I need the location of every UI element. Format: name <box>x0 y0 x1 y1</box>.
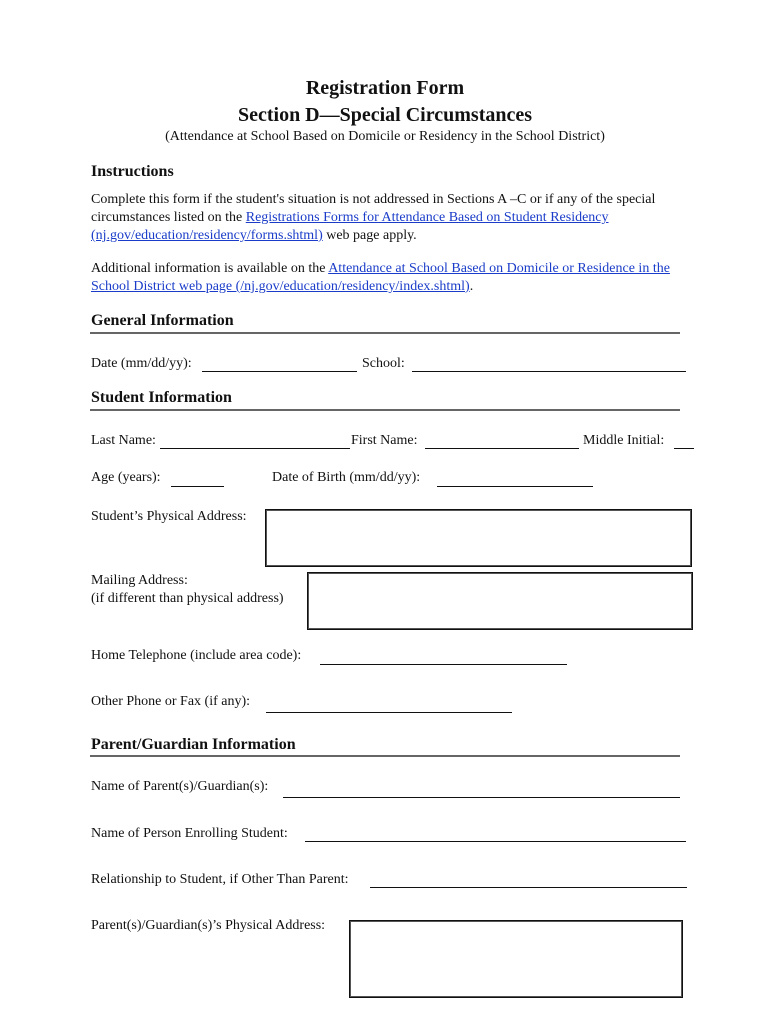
school-label: School: <box>362 356 405 371</box>
parent-name-field[interactable] <box>283 797 680 798</box>
home-phone-label: Home Telephone (include area code): <box>91 648 302 663</box>
dob-field[interactable] <box>437 486 593 487</box>
relationship-field[interactable] <box>370 887 687 888</box>
dob-label: Date of Birth (mm/dd/yy): <box>272 470 421 485</box>
instructions-heading: Instructions <box>91 163 174 180</box>
middle-initial-field[interactable] <box>674 448 694 449</box>
instructions-text: Additional information is available on the <box>91 261 329 276</box>
age-label: Age (years): <box>91 470 161 485</box>
general-info-heading: General Information <box>91 312 234 329</box>
last-name-label: Last Name: <box>91 433 156 448</box>
enrolling-person-label: Name of Person Enrolling Student: <box>91 826 288 841</box>
date-field[interactable] <box>202 371 357 372</box>
other-phone-label: Other Phone or Fax (if any): <box>91 694 251 709</box>
parent-address-box[interactable] <box>349 920 683 998</box>
section-divider <box>90 409 680 411</box>
section-divider <box>90 332 680 334</box>
section-title: Section D—Special Circumstances <box>237 104 533 126</box>
date-label: Date (mm/dd/yy): <box>91 356 192 371</box>
section-divider <box>90 755 680 757</box>
home-phone-field[interactable] <box>320 664 567 665</box>
mailing-address-label: Mailing Address: <box>91 573 188 588</box>
mailing-address-box[interactable] <box>307 572 693 630</box>
mailing-address-note: (if different than physical address) <box>91 591 284 606</box>
instructions-text: . <box>469 279 474 294</box>
first-name-field[interactable] <box>425 448 579 449</box>
form-title: Registration Form <box>305 77 465 99</box>
other-phone-field[interactable] <box>266 712 512 713</box>
school-field[interactable] <box>412 371 686 372</box>
instructions-paragraph-1 <box>91 191 681 245</box>
relationship-label: Relationship to Student, if Other Than Parent: <box>91 872 349 887</box>
instructions-text: web page apply. <box>322 228 417 243</box>
parent-name-label: Name of Parent(s)/Guardian(s): <box>91 779 269 794</box>
middle-initial-label: Middle Initial: <box>583 433 665 448</box>
instructions-text: Complete this form if the student's situation is not addressed in Sections A –C or if any of the special circumstances listed on the <box>91 192 656 225</box>
instructions-paragraph-2 <box>91 260 691 296</box>
last-name-field[interactable] <box>160 448 350 449</box>
first-name-label: First Name: <box>351 433 418 448</box>
parent-info-heading: Parent/Guardian Information <box>91 736 296 753</box>
form-subtitle: (Attendance at School Based on Domicile or Residency in the School District) <box>165 129 605 144</box>
physical-address-box[interactable] <box>265 509 692 567</box>
forms-page-link[interactable]: Registrations Forms for Attendance Based on Student Residency (nj.gov/education/residency/forms.shtml) <box>91 210 609 243</box>
parent-address-label: Parent(s)/Guardian(s)’s Physical Address: <box>91 918 326 933</box>
enrolling-person-field[interactable] <box>305 841 686 842</box>
physical-address-label: Student’s Physical Address: <box>91 509 247 524</box>
residency-page-link[interactable]: Attendance at School Based on Domicile or Residence in the School District web page (/nj.gov/education/residency/index.shtml) <box>91 261 670 294</box>
age-field[interactable] <box>171 486 224 487</box>
student-info-heading: Student Information <box>91 389 232 406</box>
